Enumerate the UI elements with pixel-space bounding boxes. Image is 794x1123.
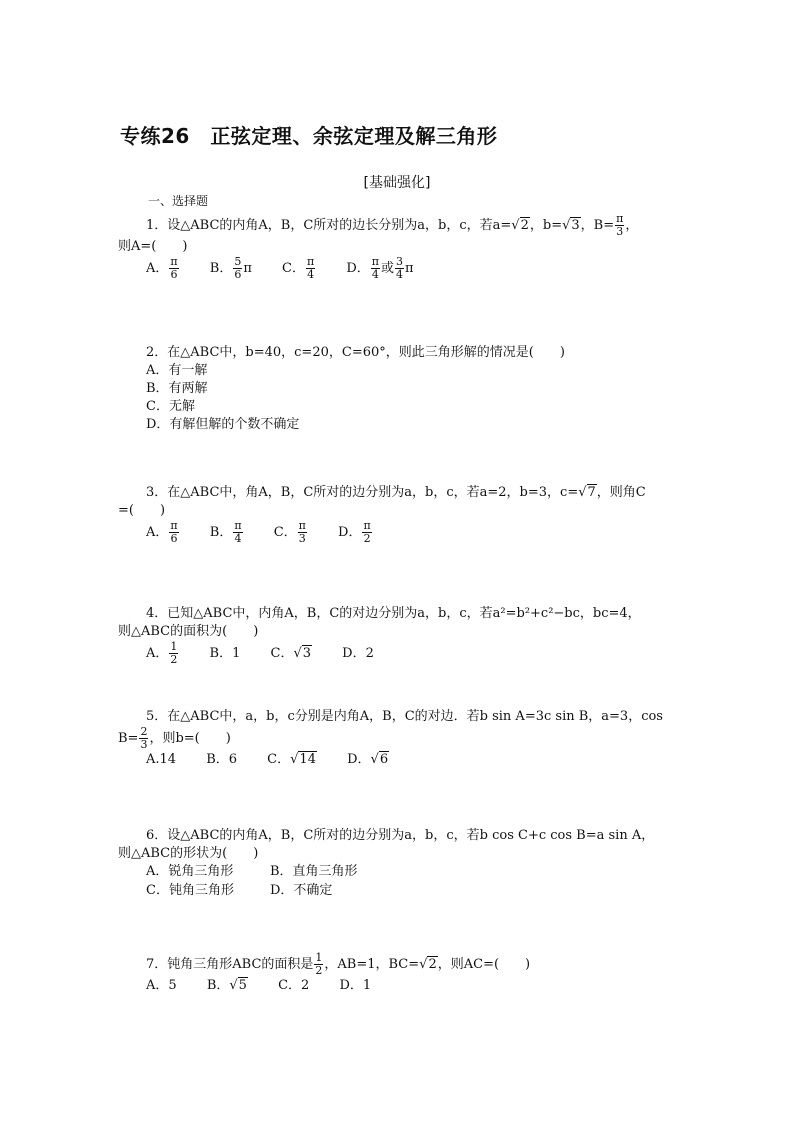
question-5-stem-continued: B= $\frac{2}{3}$ ，则b=( ): [118, 725, 231, 751]
sqrt-expression: √7: [578, 485, 596, 500]
question-5: [118, 708, 678, 770]
question-2: [118, 344, 678, 434]
question-6-stem-continued: 则△ABC的形状为( ): [118, 846, 259, 861]
question-3: [118, 484, 678, 545]
sqrt-expression: √14: [290, 752, 316, 767]
question-5-options: [118, 751, 678, 770]
option-c: C．2: [278, 978, 310, 993]
option-b: B．有两解: [146, 381, 208, 396]
fraction: $\frac{\pi}{3}$: [616, 212, 624, 238]
option-d: D． $\frac{\pi}{4}$ 或 $\frac{3}{4}$ π: [346, 255, 414, 281]
fraction: $\frac{2}{3}$: [140, 725, 148, 751]
option-d: D． $\frac{\pi}{2}$: [338, 519, 371, 545]
fraction: $\frac{3}{4}$: [396, 255, 404, 281]
fraction: $\frac{\pi}{6}$: [170, 519, 178, 545]
sqrt-expression: √5: [229, 978, 247, 993]
question-6-options-row-2: [118, 882, 678, 901]
question-3-stem: 3．在△ABC中，角A，B，C所对的边分别为a，b，c，若a=2，b=3，c=√7，则角C: [146, 485, 646, 500]
option-d: D．2: [342, 645, 374, 661]
question-4-stem-continued: 则△ABC的面积为( ): [118, 624, 259, 639]
fraction: $\frac{\pi}{4}$: [371, 255, 380, 281]
fraction: $\frac{\pi}{4}$: [306, 255, 315, 281]
option-b: B．6: [206, 752, 238, 767]
fraction: $\frac{\pi}{4}$: [234, 519, 242, 545]
option-d: D．√6: [347, 752, 389, 767]
fraction: $\frac{5}{6}$: [234, 255, 242, 281]
page-title: 专练26 正弦定理、余弦定理及解三角形: [120, 124, 498, 148]
sqrt-expression: √2: [511, 218, 529, 233]
fraction: $\frac{1}{2}$: [170, 640, 178, 666]
option-c: C．√14: [267, 752, 316, 767]
option-d: D．不确定: [270, 882, 333, 898]
sqrt-expression: √6: [370, 752, 389, 767]
fraction: $\frac{\pi}{6}$: [170, 255, 178, 281]
option-a: A．有一解: [146, 363, 208, 378]
question-1-stem: 1．设△ABC的内角A，B，C所对的边长分别为a，b，c，若a=√2，b=√3，B= $\frac{\pi}{3}$ ，: [146, 212, 639, 238]
option-c: C． $\frac{\pi}{4}$: [282, 255, 315, 281]
option-b: B．1: [209, 645, 241, 661]
question-7-stem: 7．钝角三角形ABC的面积是 $\frac{1}{2}$ ，AB=1，BC=√2，则AC=( ): [146, 951, 531, 977]
option-b: B． $\frac{5}{6}$ π: [209, 255, 252, 281]
option-a: A.14: [146, 752, 177, 767]
question-3-stem-continued: =( ): [118, 503, 166, 518]
question-6-stem: 6．设△ABC的内角A，B，C所对的边分别为a，b，c，若b cos C+c cos B=a sin A，: [146, 828, 655, 843]
option-a: A．锐角三角形: [146, 864, 234, 879]
question-4: [118, 605, 678, 666]
question-6: [118, 827, 678, 900]
option-a: A．5: [146, 978, 177, 993]
option-d: D．1: [339, 978, 372, 993]
question-1-stem-continued: 则A=( ): [118, 239, 188, 254]
option-a: A． $\frac{1}{2}$: [146, 640, 178, 666]
question-4-stem: 4．已知△ABC中，内角A，B，C的对边分别为a，b，c，若a²=b²+c²−bc，bc=4，: [146, 606, 641, 621]
option-a: A． $\frac{\pi}{6}$: [146, 519, 178, 545]
question-2-options: [118, 362, 678, 434]
question-3-options: [118, 520, 678, 545]
sqrt-expression: √3: [562, 218, 580, 233]
option-b: B．√5: [206, 978, 247, 993]
option-c: C．无解: [146, 399, 195, 414]
option-c: C．√3: [270, 645, 312, 661]
question-6-options-row-1: [118, 863, 678, 882]
option-b: B． $\frac{\pi}{4}$: [209, 519, 242, 545]
question-7: [118, 952, 678, 996]
option-c: C． $\frac{\pi}{3}$: [273, 519, 306, 545]
option-b: B．直角三角形: [270, 864, 358, 879]
option-c: C．钝角三角形: [146, 882, 234, 898]
sqrt-expression: √2: [419, 957, 437, 972]
question-1: [118, 213, 678, 281]
sqrt-expression: √3: [293, 645, 312, 661]
option-a: A． $\frac{\pi}{6}$: [146, 255, 178, 281]
fraction: $\frac{\pi}{3}$: [298, 519, 306, 545]
question-5-stem: 5．在△ABC中，a，b，c分别是内角A，B，C的对边．若b sin A=3c sin B，a=3，cos: [146, 709, 663, 724]
section-heading: 一、选择题: [148, 194, 209, 208]
fraction: $\frac{1}{2}$: [315, 951, 323, 977]
question-4-options: [118, 641, 678, 666]
section-subtitle: [基础强化]: [363, 175, 431, 191]
option-d: D．有解但解的个数不确定: [146, 417, 300, 432]
question-7-options: [118, 977, 678, 996]
question-2-stem: 2．在△ABC中，b=40，c=20，C=60°，则此三角形解的情况是( ): [146, 345, 565, 360]
fraction: $\frac{\pi}{2}$: [363, 519, 371, 545]
question-1-options: [118, 256, 678, 281]
